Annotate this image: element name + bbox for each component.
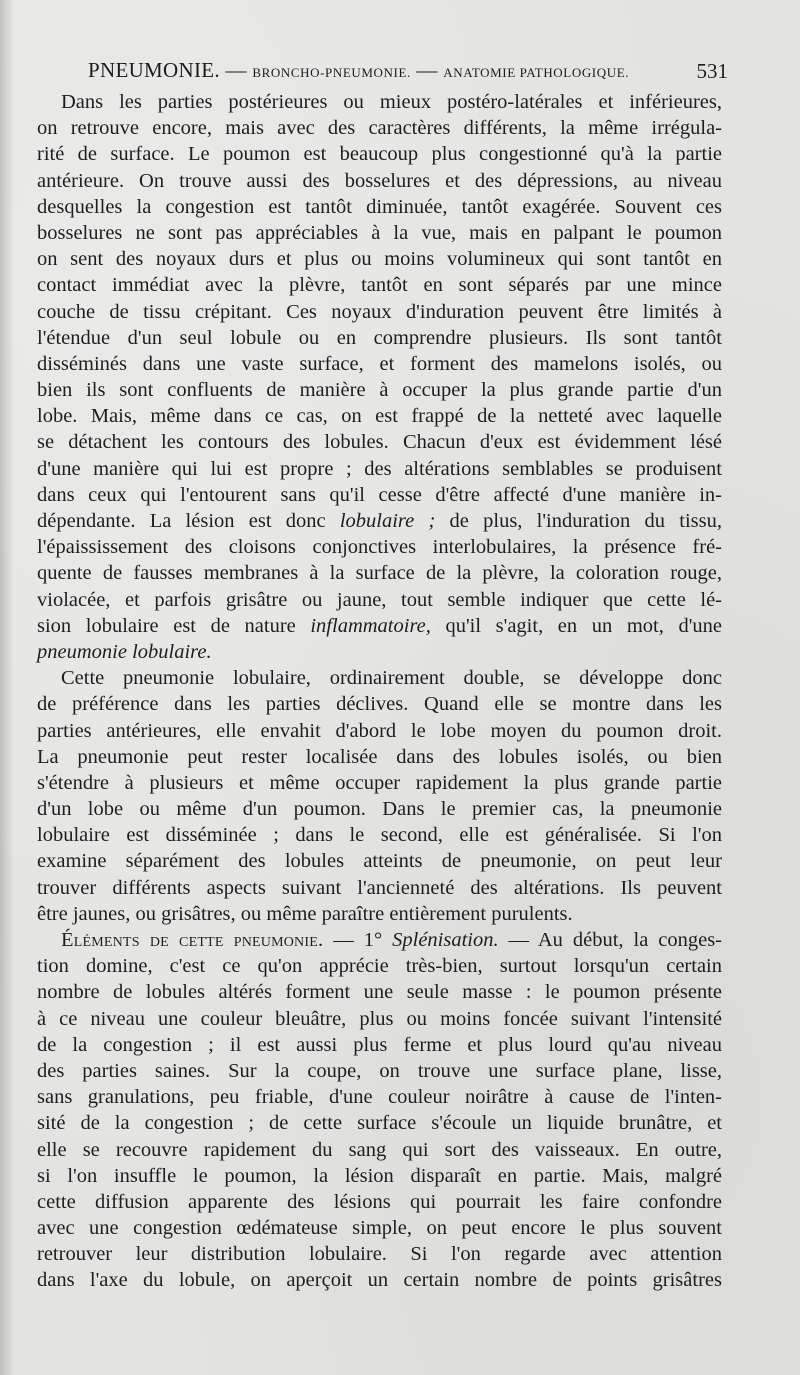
text-line: dans l'axe du lobule, on aperçoit un certain nombre de points grisâtres	[37, 1269, 722, 1292]
text-line: avec une congestion œdémateuse simple, on peut encore le plus souvent	[37, 1217, 722, 1240]
text-line	[37, 927, 722, 953]
text-line: être jaunes, ou grisâtres, ou même paraître entièrement purulents.	[37, 902, 573, 925]
running-head-sep-1: —	[225, 58, 247, 82]
running-head-main: PNEUMONIE.	[88, 58, 220, 82]
text-line	[37, 508, 722, 534]
text-line: contact immédiat avec la plèvre, tantôt en sont séparés par une mince	[37, 274, 722, 297]
text-run: — Au début, la conges-	[498, 929, 723, 951]
running-head	[88, 58, 728, 88]
running-head-section: BRONCHO-PNEUMONIE.	[252, 65, 411, 80]
text-run: — 1°	[323, 929, 393, 951]
text-line: quente de fausses membranes à la surface de la plèvre, la coloration rouge,	[37, 562, 722, 585]
text-line	[37, 613, 722, 639]
text-line: violacée, et parfois grisâtre ou jaune, tout semble indiquer que cette lé-	[37, 588, 722, 611]
text-line: l'étendue d'un seul lobule ou en comprendre plusieurs. Ils sont tantôt	[37, 326, 722, 349]
text-line: elle se recouvre rapidement du sang qui sort des vaisseaux. En outre,	[37, 1138, 722, 1161]
text-line: parties antérieures, elle envahit d'abord le lobe moyen du poumon droit.	[37, 719, 722, 742]
italic-term: pneumonie lobulaire.	[37, 640, 212, 663]
text-line: bosselures ne sont pas appréciables à la vue, mais en palpant le poumon	[37, 221, 722, 244]
page-gutter-shadow	[0, 0, 14, 1375]
text-line: à ce niveau une couleur bleuâtre, plus ou moins foncée suivant l'intensité	[37, 1007, 722, 1030]
text-line: se détachent les contours des lobules. Chacun d'eux est évidemment lésé	[37, 431, 722, 454]
page-number: 531	[696, 59, 728, 83]
text-line: d'un lobe ou même d'un poumon. Dans le premier cas, la pneumonie	[37, 798, 722, 821]
section-heading: Éléments de cette pneumonie.	[61, 929, 324, 951]
text-line: cette diffusion apparente des lésions qui pourrait les faire confondre	[37, 1190, 722, 1213]
text-line: antérieure. On trouve aussi des bosselures et des dépressions, au niveau	[37, 169, 722, 192]
text-run: qu'il s'agit, en un mot, d'une	[430, 614, 722, 637]
text-line: examine séparément des lobules atteints de pneumonie, on peut leur	[37, 850, 722, 873]
text-line: couche de tissu crépitant. Ces noyaux d'induration peuvent être limités à	[37, 300, 722, 323]
text-line: disséminés dans une vaste surface, et forment des mamelons isolés, ou	[37, 352, 722, 375]
text-line: bien ils sont confluents de manière à occuper la plus grande partie d'un	[37, 379, 722, 402]
running-head-subsection: ANATOMIE PATHOLOGIQUE.	[443, 65, 630, 80]
text-line: nombre de lobules altérés forment une seule masse : le poumon présente	[37, 981, 722, 1004]
body-text	[37, 89, 722, 1294]
running-head-sep-2: —	[416, 58, 438, 82]
text-line: on sent des noyaux durs et plus ou moins volumineux qui sont tantôt en	[37, 248, 722, 271]
italic-term: Splénisation.	[392, 929, 499, 951]
text-line: des parties saines. Sur la coupe, on trouve une surface plane, lisse,	[37, 1059, 722, 1082]
text-line: desquelles la congestion est tantôt diminuée, tantôt exagérée. Souvent ces	[37, 195, 722, 218]
text-line: lobulaire est disséminée ; dans le second, elle est généralisée. Si l'on	[37, 824, 722, 847]
text-line: trouver différents aspects suivant l'ancienneté des altérations. Ils peuvent	[37, 876, 722, 899]
text-line: si l'on insuffle le poumon, la lésion disparaît en partie. Mais, malgré	[37, 1164, 722, 1187]
text-line: lobe. Mais, même dans ce cas, on est frappé de la netteté avec laquelle	[37, 405, 722, 428]
text-line: retrouver leur distribution lobulaire. Si l'on regarde avec attention	[37, 1243, 722, 1266]
text-line: d'une manière qui lui est propre ; des altérations semblables se produisent	[37, 457, 722, 480]
text-line: Cette pneumonie lobulaire, ordinairement double, se développe donc	[61, 667, 722, 690]
text-run: de plus, l'induration du tissu,	[435, 510, 722, 532]
text-line: s'étendre à plusieurs et même occuper rapidement la plus grande partie	[37, 771, 722, 794]
text-line: tion domine, c'est ce qu'on apprécie très-bien, surtout lorsqu'un certain	[37, 955, 722, 978]
text-line: La pneumonie peut rester localisée dans des lobules isolés, ou bien	[37, 745, 722, 768]
text-line: sans granulations, peu friable, d'une couleur noirâtre à cause de l'inten-	[37, 1086, 722, 1109]
text-line: de la congestion ; il est aussi plus ferme et plus lourd qu'au niveau	[37, 1033, 722, 1056]
text-line: on retrouve encore, mais avec des caractères différents, la même irrégula-	[37, 117, 722, 140]
text-line	[37, 639, 722, 665]
italic-term: lobulaire ;	[339, 510, 436, 532]
text-run: dépendante. La lésion est donc	[37, 510, 340, 532]
text-line: l'épaississement des cloisons conjonctives interlobulaires, la présence fré-	[37, 536, 722, 559]
text-line: dans ceux qui l'entourent sans qu'il cesse d'être affecté d'une manière in-	[37, 483, 722, 506]
text-line: de préférence dans les parties déclives. Quand elle se montre dans les	[37, 693, 722, 716]
italic-term: inflammatoire,	[310, 614, 431, 637]
running-head-title	[88, 58, 629, 83]
text-line: Dans les parties postérieures ou mieux postéro-latérales et inférieures,	[61, 91, 722, 113]
text-line: sité de la congestion ; de cette surface s'écoule un liquide brunâtre, et	[37, 1112, 722, 1135]
text-line: rité de surface. Le poumon est beaucoup plus congestionné qu'à la partie	[37, 143, 722, 166]
text-run: sion lobulaire est de nature	[37, 614, 311, 637]
